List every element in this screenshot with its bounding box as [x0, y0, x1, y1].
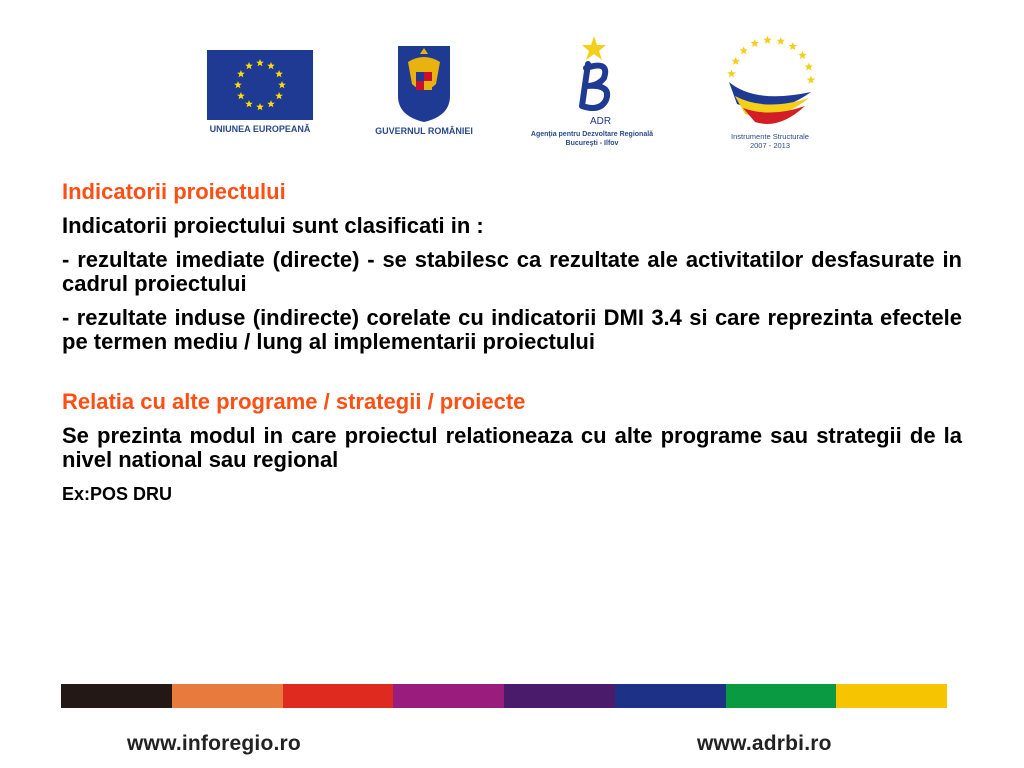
bullet-dash: - [62, 247, 70, 272]
romania-coat-of-arms-icon [394, 44, 454, 124]
is-star-icon [751, 39, 760, 47]
color-bar-segment [836, 684, 947, 708]
color-bar-segment [172, 684, 283, 708]
intro-text: Indicatorii proiectului sunt clasificati in : [62, 213, 484, 238]
heading-indicators: Indicatorii proiectului [62, 179, 286, 204]
heading-relations: Relatia cu alte programe / strategii / proiecte [62, 389, 526, 414]
is-caption-line1: Instrumente Structurale [731, 132, 809, 141]
bullet-direct-results [62, 248, 962, 296]
is-star-icon [776, 37, 785, 45]
adr-caption-line1: Agenţia pentru Dezvoltare Regională [530, 131, 654, 138]
color-bar-segment [393, 684, 504, 708]
bullet-induced-text: rezultate induse (indirecte) corelate cu indicatorii DMI 3.4 si care reprezinta efectele pe termen mediu / lung al implementarii proiectului [62, 305, 962, 354]
gov-caption: GUVERNUL ROMÂNIEI [375, 126, 473, 136]
adr-star-b-icon [552, 34, 632, 130]
color-bar-segment [61, 684, 172, 708]
adr-caption-line2: Bucureşti - Ilfov [565, 140, 619, 147]
is-star-icon [798, 51, 807, 59]
is-star-icon [727, 69, 736, 77]
relations-text: Se prezinta modul in care proiectul relationeaza cu alte programe sau strategii de la nivel national sau regional [62, 423, 962, 472]
is-star-icon [739, 46, 748, 54]
is-star-icon [731, 57, 740, 65]
gov-logo [364, 44, 484, 136]
color-bar-segment [726, 684, 837, 708]
slide-content [62, 180, 962, 506]
eu-caption: UNIUNEA EUROPEANĂ [209, 124, 311, 134]
bullet-dash: - [62, 305, 70, 330]
is-star-icon [789, 42, 798, 50]
is-star-icon [807, 76, 816, 84]
footer-color-bar [61, 684, 947, 708]
adr-letters: ADR [590, 116, 612, 127]
structural-instruments-logo [710, 34, 830, 150]
color-bar-segment [504, 684, 615, 708]
bullet-direct-text: rezultate imediate (directe) - se stabilesc ca rezultate ale activitatilor desfasurate in cadrul proiectului [62, 247, 962, 296]
color-bar-segment [615, 684, 726, 708]
is-star-icon [805, 63, 814, 71]
is-star-icon [763, 36, 772, 44]
eu-flag-icon [207, 50, 313, 120]
example-text: Ex:POS DRU [62, 484, 173, 504]
inforegio-url[interactable]: www.inforegio.ro [127, 732, 301, 755]
eu-logo [204, 50, 316, 134]
structural-instruments-icon [715, 34, 825, 132]
is-caption-line2: 2007 - 2013 [749, 141, 791, 150]
adrbi-url[interactable]: www.adrbi.ro [697, 732, 832, 755]
bullet-induced-results [62, 306, 962, 354]
adr-logo [510, 34, 674, 148]
color-bar-segment [283, 684, 394, 708]
